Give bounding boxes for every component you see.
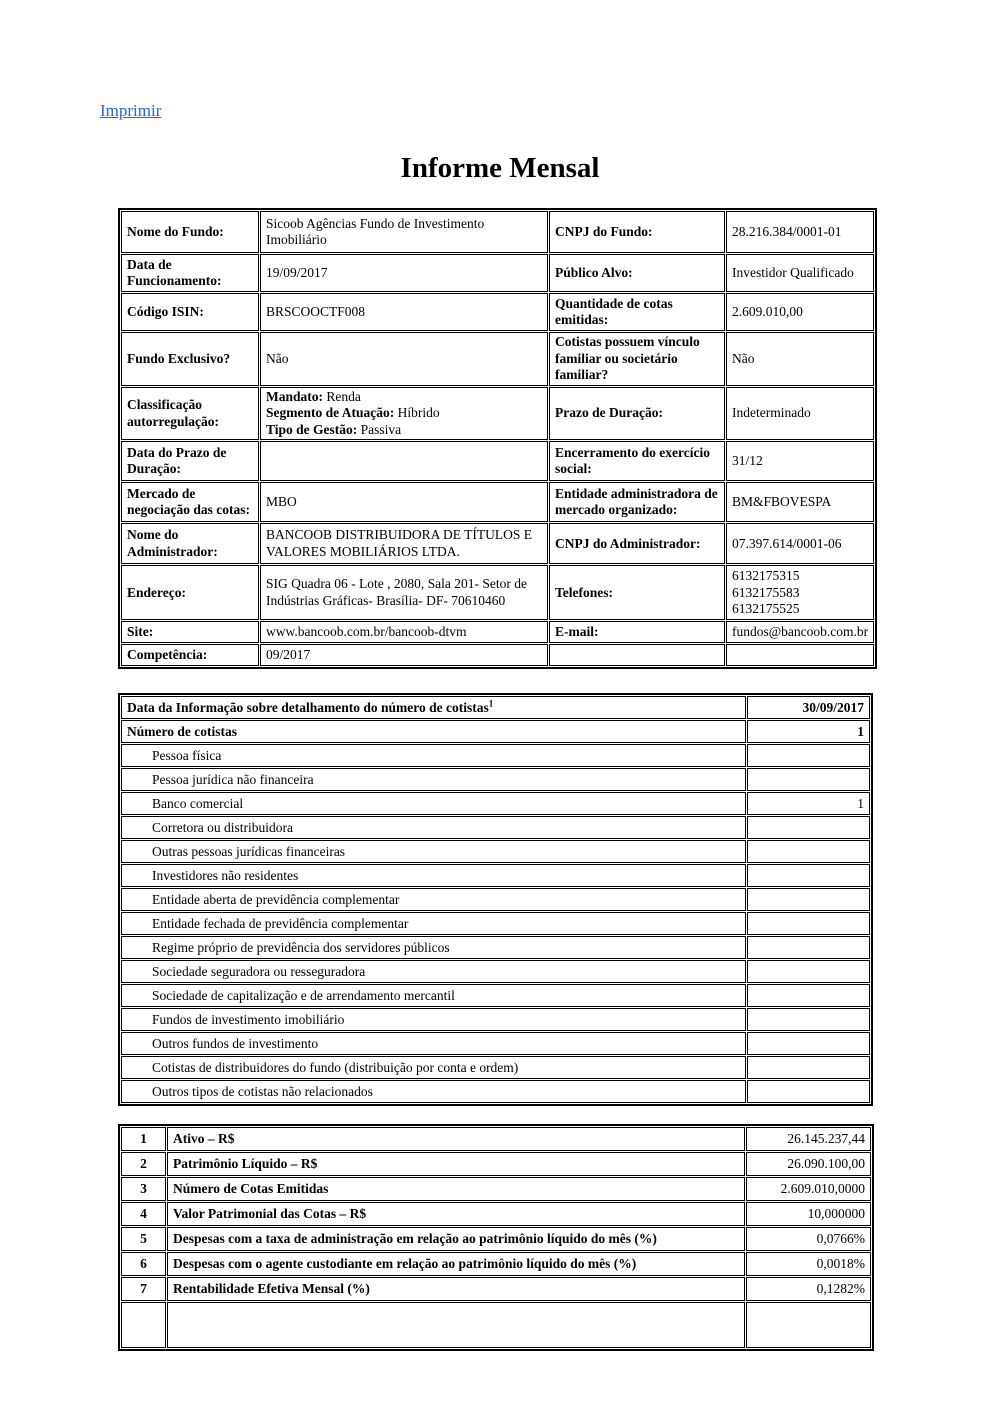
numero-cotistas-label: Número de cotistas [121,720,746,743]
cotista-row-value [747,1008,870,1031]
indicators-table-clip [0,1124,1000,1360]
encerramento-exercicio-label: Encerramento do exercício social: [549,441,725,481]
prazo-duracao-value: Indeterminado [726,387,874,440]
table-row [121,960,870,983]
fundo-exclusivo-label: Fundo Exclusivo? [121,332,259,386]
indicator-number: 6 [121,1252,166,1276]
cotista-row-label: Investidores não residentes [121,864,746,887]
table-row [121,1056,870,1079]
cotista-row-value [747,1032,870,1055]
telefones-value [726,565,874,620]
indicator-value: 0,1282% [746,1277,871,1301]
table-row [121,720,870,743]
cotista-row-value [747,816,870,839]
gestao-line [266,422,542,438]
telefone-1: 6132175315 [732,568,800,584]
empty-cell [726,644,874,666]
encerramento-exercicio-value: 31/12 [726,441,874,481]
cnpj-administrador-label: CNPJ do Administrador: [549,523,725,564]
table-row [121,387,874,440]
data-prazo-duracao-label: Data do Prazo de Duração: [121,441,259,481]
gestao-label: Tipo de Gestão: [266,421,358,437]
mandato-value: Renda [323,389,361,404]
cotistas-header-text: Data da Informação sobre detalhamento do número de cotistas [127,699,489,715]
cotista-row-label: Regime próprio de previdência dos servidores públicos [121,936,746,959]
table-row [121,621,874,643]
table-row [121,696,870,719]
table-row [121,984,870,1007]
table-row [121,1152,871,1176]
table-row [121,441,874,481]
endereco-label: Endereço: [121,565,259,620]
indicator-label [167,1302,745,1348]
classificacao-value [260,387,548,440]
email-label: E-mail: [549,621,725,643]
nome-administrador-value: BANCOOB DISTRIBUIDORA DE TÍTULOS E VALORES MOBILIÁRIOS LTDA. [260,523,548,564]
fund-info-table [118,208,877,669]
cotista-row-value [747,888,870,911]
cotista-row-value [747,840,870,863]
indicator-value: 10,000000 [746,1202,871,1226]
cnpj-do-fundo-value: 28.216.384/0001-01 [726,211,874,253]
cotista-row-value [747,936,870,959]
segmento-label: Segmento de Atuação: [266,405,395,421]
cotistas-header-label [121,696,746,719]
segmento-line [266,405,542,421]
cotista-row-label: Pessoa jurídica não financeira [121,768,746,791]
mercado-negociacao-value: MBO [260,482,548,522]
table-row [121,744,870,767]
table-row [121,912,870,935]
telefones-label: Telefones: [549,565,725,620]
indicator-number: 5 [121,1227,166,1251]
endereco-value: SIG Quadra 06 - Lote , 2080, Sala 201- Setor de Indústrias Gráficas- Brasília- DF- 70610460 [260,565,548,620]
indicator-label: Ativo – R$ [167,1127,745,1151]
table-row [121,864,870,887]
empty-cell [549,644,725,666]
indicator-value: 26.145.237,44 [746,1127,871,1151]
indicator-number [121,1302,166,1348]
codigo-isin-value: BRSCOOCTF008 [260,293,548,331]
cotista-row-label: Outros fundos de investimento [121,1032,746,1055]
cotista-row-label: Pessoa física [121,744,746,767]
table-row [121,565,874,620]
codigo-isin-label: Código ISIN: [121,293,259,331]
table-row [121,840,870,863]
cotista-row-value [747,1056,870,1079]
indicator-label: Despesas com a taxa de administração em relação ao patrimônio líquido do mês (%) [167,1227,745,1251]
data-funcionamento-label: Data de Funcionamento: [121,254,259,292]
cotista-row-label: Banco comercial [121,792,746,815]
cotista-row-value [747,864,870,887]
indicator-label: Despesas com o agente custodiante em relação ao patrimônio líquido do mês (%) [167,1252,745,1276]
table-row [121,768,870,791]
prazo-duracao-label: Prazo de Duração: [549,387,725,440]
telefone-2: 6132175583 [732,584,800,600]
entidade-administradora-label: Entidade administradora de mercado organizado: [549,482,725,522]
indicator-number: 7 [121,1277,166,1301]
cotista-row-value [747,984,870,1007]
table-row [121,1032,870,1055]
table-row [121,1177,871,1201]
indicator-value [746,1302,871,1348]
table-row [121,1202,871,1226]
mandato-label: Mandato: [266,389,323,404]
nome-do-fundo-label: Nome do Fundo: [121,211,259,253]
mandato-line [266,389,542,405]
indicator-label: Número de Cotas Emitidas [167,1177,745,1201]
cotista-row-value [747,768,870,791]
table-row [121,888,870,911]
qtd-cotas-emitidas-label: Quantidade de cotas emitidas: [549,293,725,331]
site-value: www.bancoob.com.br/bancoob-dtvm [260,621,548,643]
print-link[interactable]: Imprimir [100,101,162,120]
data-funcionamento-value: 19/09/2017 [260,254,548,292]
table-row [121,936,870,959]
print-link-row [0,0,1000,122]
publico-alvo-label: Público Alvo: [549,254,725,292]
segmento-value: Híbrido [394,405,440,421]
indicator-number: 2 [121,1152,166,1176]
classificacao-label: Classificação autorregulação: [121,387,259,440]
footnote-marker: 1 [488,698,494,709]
cotista-row-label: Entidade aberta de previdência complementar [121,888,746,911]
table-row [121,293,874,331]
fundo-exclusivo-value: Não [260,332,548,386]
table-row [121,1252,871,1276]
nome-administrador-label: Nome do Administrador: [121,523,259,564]
indicator-value: 0,0766% [746,1227,871,1251]
cnpj-administrador-value: 07.397.614/0001-06 [726,523,874,564]
vinculo-familiar-label: Cotistas possuem vínculo familiar ou societário familiar? [549,332,725,386]
table-row [121,1127,871,1151]
vinculo-familiar-value: Não [726,332,874,386]
indicator-number: 1 [121,1127,166,1151]
competencia-label: Competência: [121,644,259,666]
entidade-administradora-value: BM&FBOVESPA [726,482,874,522]
site-label: Site: [121,621,259,643]
table-row [121,1080,870,1103]
publico-alvo-value: Investidor Qualificado [726,254,874,292]
data-prazo-duracao-value [260,441,548,481]
competencia-value: 09/2017 [260,644,548,666]
cotista-row-value [747,1080,870,1103]
table-row [121,254,874,292]
table-row [121,644,874,666]
indicator-number: 4 [121,1202,166,1226]
telefone-3: 6132175525 [732,601,800,617]
table-row [121,1227,871,1251]
gestao-value: Passiva [357,421,402,437]
table-row [121,816,870,839]
indicator-label: Valor Patrimonial das Cotas – R$ [167,1202,745,1226]
indicator-number: 3 [121,1177,166,1201]
table-row [121,1302,871,1348]
indicator-value: 2.609.010,0000 [746,1177,871,1201]
cotista-row-label: Sociedade seguradora ou resseguradora [121,960,746,983]
indicator-value: 26.090.100,00 [746,1152,871,1176]
table-row [121,1008,870,1031]
page-title: Informe Mensal [400,152,600,184]
cotista-row-label: Corretora ou distribuidora [121,816,746,839]
cotista-row-label: Fundos de investimento imobiliário [121,1008,746,1031]
table-row [121,523,874,564]
cotista-row-value: 1 [747,792,870,815]
email-value: fundos@bancoob.com.br [726,621,874,643]
table-row [121,211,874,253]
cotistas-table [118,693,873,1106]
cnpj-do-fundo-label: CNPJ do Fundo: [549,211,725,253]
table-row [121,792,870,815]
cotista-row-value [747,912,870,935]
cotista-row-label: Entidade fechada de previdência complementar [121,912,746,935]
table-row [121,482,874,522]
cotista-row-label: Outros tipos de cotistas não relacionados [121,1080,746,1103]
cotista-row-value [747,744,870,767]
cotista-row-label: Outras pessoas jurídicas financeiras [121,840,746,863]
indicator-label: Rentabilidade Efetiva Mensal (%) [167,1277,745,1301]
indicators-table [118,1124,874,1351]
cotista-row-value [747,960,870,983]
nome-do-fundo-value: Sicoob Agências Fundo de Investimento Imobiliário [260,211,548,253]
cotista-row-label: Cotistas de distribuidores do fundo (distribuição por conta e ordem) [121,1056,746,1079]
indicator-value: 0,0018% [746,1252,871,1276]
table-row [121,332,874,386]
mercado-negociacao-label: Mercado de negociação das cotas: [121,482,259,522]
cotista-row-label: Sociedade de capitalização e de arrendamento mercantil [121,984,746,1007]
qtd-cotas-emitidas-value: 2.609.010,00 [726,293,874,331]
table-row [121,1277,871,1301]
indicator-label: Patrimônio Líquido – R$ [167,1152,745,1176]
numero-cotistas-value: 1 [747,720,870,743]
cotistas-header-date: 30/09/2017 [747,696,870,719]
